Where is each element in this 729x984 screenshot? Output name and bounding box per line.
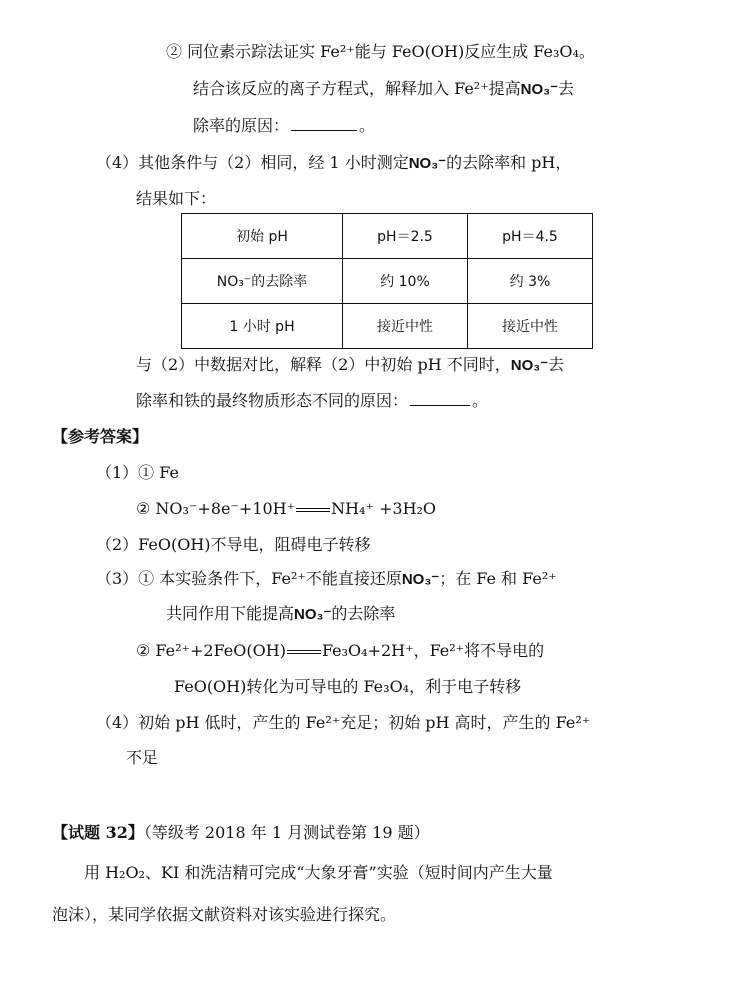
- answer-3-2: [166, 603, 395, 626]
- answer-1-2-left: ② NO₃⁻+8e⁻+10H⁺: [136, 499, 296, 518]
- q3-part2-line3-text: 除率的原因：: [193, 116, 290, 135]
- q3-part2-line2-text: 结合该反应的离子方程式，解释加入 Fe²⁺提高: [193, 79, 521, 98]
- answer-3-1: [96, 568, 557, 591]
- answer-3-3: [136, 640, 544, 662]
- q4-line1-end: 的去除率和 pH，: [446, 153, 572, 172]
- answer-3-1-text: （3）① 本实验条件下，Fe²⁺不能直接还原: [96, 569, 402, 588]
- q32-heading-source: （等级考 2018 年 1 月测试卷第 19 题）: [143, 823, 430, 842]
- answer-1-2: [136, 498, 436, 520]
- table-cell: 接近中性: [343, 304, 468, 349]
- q4-after-line2: 除率和铁的最终物质形态不同的原因： 。: [136, 391, 489, 410]
- table-cell: 1 小时 pH: [182, 304, 343, 349]
- answer-3-2-text: 共同作用下能提高: [166, 604, 295, 623]
- q4-after-line1-end: 去: [548, 355, 565, 374]
- answer-3-3-right: Fe₃O₄+2H⁺，Fe²⁺将不导电的: [321, 641, 545, 660]
- answer-blank: [291, 116, 357, 131]
- table-cell: pH＝4.5: [468, 214, 593, 259]
- q3-part2-line2-end: 去: [558, 79, 575, 98]
- no3-ion: NO₃⁻: [510, 357, 549, 374]
- answer-1-2-right: NH₄⁺ +3H₂O: [331, 499, 437, 518]
- answer-blank: [410, 391, 470, 406]
- answer-3-4: FeO(OH)转化为可导电的 Fe₃O₄，利于电子转移: [174, 677, 522, 696]
- q32-line1: 用 H₂O₂、KI 和洗洁精可完成“大象牙膏”实验（短时间内产生大量: [84, 863, 553, 882]
- answer-4-1: （4）初始 pH 低时，产生的 Fe²⁺充足；初始 pH 高时，产生的 Fe²⁺: [96, 713, 591, 732]
- table-cell: 初始 pH: [182, 214, 343, 259]
- answer-3-2-end: 的去除率: [331, 604, 396, 623]
- q4-after-line1-text: 与（2）中数据对比，解释（2）中初始 pH 不同时，: [136, 355, 511, 374]
- table-cell: 接近中性: [468, 304, 593, 349]
- answers-heading: 【参考答案】: [52, 427, 149, 446]
- no3-ion: NO₃⁻: [401, 571, 440, 588]
- q3-part2-line1: ② 同位素示踪法证实 Fe²⁺能与 FeO(OH)反应生成 Fe₃O₄。: [166, 42, 595, 61]
- answer-3-1-end: ；在 Fe 和 Fe²⁺: [439, 569, 557, 588]
- q3-part2-line2: [193, 78, 574, 101]
- q4-after-line1: [136, 354, 564, 377]
- q4-line1: [96, 152, 571, 175]
- table-cell: pH＝2.5: [343, 214, 468, 259]
- table-row: [182, 259, 593, 304]
- no3-ion: NO₃⁻: [294, 606, 332, 623]
- table-row: [182, 214, 593, 259]
- answer-4-2: 不足: [126, 748, 159, 767]
- q4-line1-text: （4）其他条件与（2）相同，经 1 小时测定: [96, 153, 409, 172]
- q3-part2-line3: 除率的原因： 。: [193, 116, 376, 135]
- table-cell: 约 3%: [468, 259, 593, 304]
- table-row: [182, 304, 593, 349]
- answer-3-3-left: ② Fe²⁺+2FeO(OH): [136, 641, 286, 660]
- no3-ion: NO₃⁻: [520, 81, 559, 98]
- equals-sign: [287, 650, 321, 654]
- equals-sign: [296, 508, 330, 512]
- table-cell: 约 10%: [343, 259, 468, 304]
- q32-heading-label: 【试题 32】: [52, 823, 144, 842]
- q4-line2: 结果如下：: [136, 189, 217, 208]
- answer-1-1: （1）① Fe: [96, 463, 179, 482]
- q32-heading: [52, 822, 430, 844]
- q4-after-line2-text: 除率和铁的最终物质形态不同的原因：: [136, 391, 409, 410]
- q32-line2: 泡沫），某同学依据文献资料对该实验进行探究。: [52, 905, 397, 924]
- table-cell: NO₃⁻的去除率: [182, 259, 343, 304]
- results-table: [181, 213, 593, 349]
- answer-2: （2）FeO(OH)不导电，阻碍电子转移: [96, 535, 371, 554]
- no3-ion: NO₃⁻: [408, 155, 447, 172]
